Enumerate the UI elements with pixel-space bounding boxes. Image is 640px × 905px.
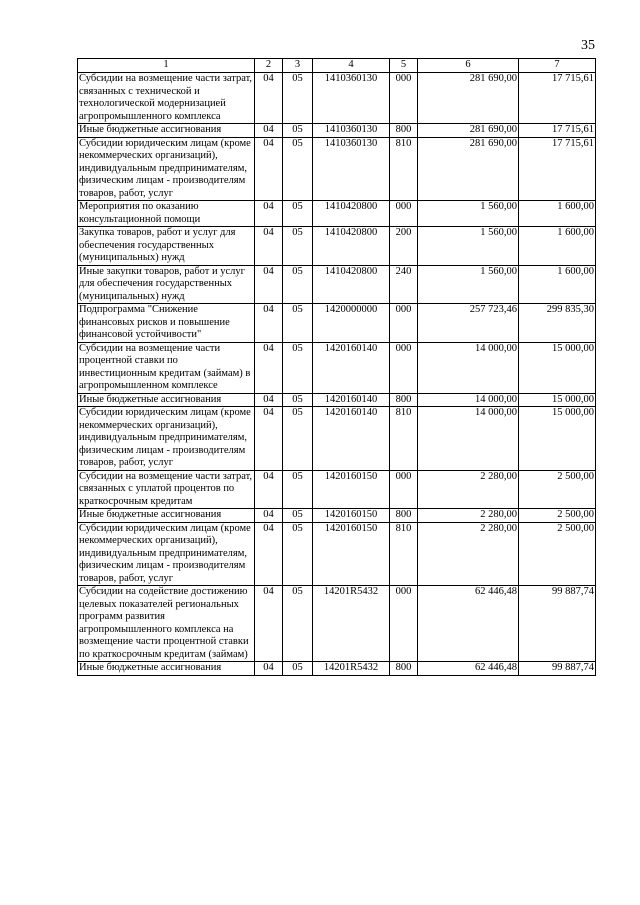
cell-section: 04 — [255, 662, 283, 676]
table-row — [78, 227, 596, 266]
cell-name: Иные бюджетные ассигнования — [78, 124, 255, 138]
cell-amount-6: 2 280,00 — [418, 470, 519, 509]
cell-name: Иные бюджетные ассигнования — [78, 662, 255, 676]
cell-subsection: 05 — [283, 509, 313, 523]
cell-subsection: 05 — [283, 662, 313, 676]
cell-target-article: 1410360130 — [313, 73, 390, 124]
cell-expense-type: 200 — [390, 227, 418, 266]
cell-name: Субсидии на возмещение части затрат, связанных с технической и технологической модернизацией агропромышленного комплекса — [78, 73, 255, 124]
table-row — [78, 509, 596, 523]
cell-subsection: 05 — [283, 227, 313, 266]
cell-expense-type: 800 — [390, 662, 418, 676]
cell-section: 04 — [255, 393, 283, 407]
cell-expense-type: 000 — [390, 470, 418, 509]
cell-target-article: 1420160150 — [313, 470, 390, 509]
cell-target-article: 1410420800 — [313, 265, 390, 304]
cell-expense-type: 810 — [390, 522, 418, 586]
cell-target-article: 1410420800 — [313, 227, 390, 266]
cell-amount-6: 281 690,00 — [418, 73, 519, 124]
cell-name: Иные закупки товаров, работ и услуг для обеспечения государственных (муниципальных) нужд — [78, 265, 255, 304]
cell-expense-type: 000 — [390, 304, 418, 343]
table-row — [78, 304, 596, 343]
cell-subsection: 05 — [283, 124, 313, 138]
cell-subsection: 05 — [283, 73, 313, 124]
cell-amount-6: 14 000,00 — [418, 342, 519, 393]
column-header: 7 — [519, 59, 596, 73]
cell-section: 04 — [255, 227, 283, 266]
cell-section: 04 — [255, 124, 283, 138]
cell-section: 04 — [255, 201, 283, 227]
cell-amount-6: 1 560,00 — [418, 227, 519, 266]
cell-subsection: 05 — [283, 407, 313, 471]
cell-name: Субсидии юридическим лицам (кроме некоммерческих организаций), индивидуальным предпринимателям, физическим лицам - производителям товаров, работ, услуг — [78, 137, 255, 201]
budget-table — [77, 58, 596, 676]
cell-amount-6: 14 000,00 — [418, 407, 519, 471]
table-row — [78, 265, 596, 304]
cell-amount-7: 2 500,00 — [519, 522, 596, 586]
cell-subsection: 05 — [283, 265, 313, 304]
cell-amount-7: 17 715,61 — [519, 137, 596, 201]
cell-amount-7: 15 000,00 — [519, 407, 596, 471]
cell-section: 04 — [255, 470, 283, 509]
cell-amount-6: 62 446,48 — [418, 662, 519, 676]
table-row — [78, 201, 596, 227]
cell-amount-6: 257 723,46 — [418, 304, 519, 343]
cell-subsection: 05 — [283, 393, 313, 407]
cell-amount-7: 2 500,00 — [519, 470, 596, 509]
cell-amount-6: 2 280,00 — [418, 509, 519, 523]
cell-section: 04 — [255, 73, 283, 124]
cell-expense-type: 000 — [390, 201, 418, 227]
cell-expense-type: 240 — [390, 265, 418, 304]
cell-section: 04 — [255, 304, 283, 343]
table-row — [78, 73, 596, 124]
cell-section: 04 — [255, 522, 283, 586]
column-header: 3 — [283, 59, 313, 73]
cell-expense-type: 800 — [390, 124, 418, 138]
cell-subsection: 05 — [283, 470, 313, 509]
table-row — [78, 662, 596, 676]
cell-target-article: 1420000000 — [313, 304, 390, 343]
cell-amount-7: 1 600,00 — [519, 227, 596, 266]
column-header: 2 — [255, 59, 283, 73]
cell-name: Иные бюджетные ассигнования — [78, 509, 255, 523]
cell-name: Субсидии на содействие достижению целевых показателей региональных программ развития агропромышленного комплекса на возмещение части процентной ставки по краткосрочным кредитам (займам) — [78, 586, 255, 662]
cell-name: Субсидии юридическим лицам (кроме некоммерческих организаций), индивидуальным предпринимателям, физическим лицам - производителям товаров, работ, услуг — [78, 407, 255, 471]
cell-section: 04 — [255, 407, 283, 471]
cell-name: Мероприятия по оказанию консультационной помощи — [78, 201, 255, 227]
cell-subsection: 05 — [283, 304, 313, 343]
cell-amount-7: 2 500,00 — [519, 509, 596, 523]
cell-expense-type: 000 — [390, 73, 418, 124]
cell-subsection: 05 — [283, 137, 313, 201]
column-header: 4 — [313, 59, 390, 73]
cell-expense-type: 810 — [390, 407, 418, 471]
cell-amount-7: 299 835,30 — [519, 304, 596, 343]
cell-amount-6: 1 560,00 — [418, 201, 519, 227]
cell-amount-7: 17 715,61 — [519, 73, 596, 124]
cell-amount-6: 1 560,00 — [418, 265, 519, 304]
column-header: 1 — [78, 59, 255, 73]
table-row — [78, 124, 596, 138]
cell-subsection: 05 — [283, 342, 313, 393]
cell-subsection: 05 — [283, 201, 313, 227]
cell-name: Подпрограмма "Снижение финансовых рисков и повышение финансовой устойчивости" — [78, 304, 255, 343]
cell-section: 04 — [255, 137, 283, 201]
cell-target-article: 1410360130 — [313, 137, 390, 201]
table-row — [78, 586, 596, 662]
table-row — [78, 470, 596, 509]
cell-expense-type: 000 — [390, 342, 418, 393]
table-row — [78, 393, 596, 407]
column-header: 6 — [418, 59, 519, 73]
cell-amount-7: 99 887,74 — [519, 662, 596, 676]
cell-target-article: 1420160140 — [313, 342, 390, 393]
cell-section: 04 — [255, 342, 283, 393]
cell-amount-7: 1 600,00 — [519, 201, 596, 227]
cell-section: 04 — [255, 586, 283, 662]
cell-section: 04 — [255, 265, 283, 304]
cell-target-article: 14201R5432 — [313, 662, 390, 676]
cell-section: 04 — [255, 509, 283, 523]
cell-target-article: 1410360130 — [313, 124, 390, 138]
cell-expense-type: 810 — [390, 137, 418, 201]
cell-target-article: 1410420800 — [313, 201, 390, 227]
cell-name: Иные бюджетные ассигнования — [78, 393, 255, 407]
column-header: 5 — [390, 59, 418, 73]
cell-amount-7: 15 000,00 — [519, 342, 596, 393]
cell-amount-6: 62 446,48 — [418, 586, 519, 662]
cell-subsection: 05 — [283, 522, 313, 586]
cell-amount-6: 281 690,00 — [418, 137, 519, 201]
cell-target-article: 1420160140 — [313, 407, 390, 471]
cell-amount-7: 1 600,00 — [519, 265, 596, 304]
cell-amount-6: 2 280,00 — [418, 522, 519, 586]
cell-expense-type: 800 — [390, 509, 418, 523]
table-header-row — [78, 59, 596, 73]
cell-amount-6: 14 000,00 — [418, 393, 519, 407]
cell-expense-type: 000 — [390, 586, 418, 662]
cell-target-article: 1420160150 — [313, 522, 390, 586]
cell-amount-7: 15 000,00 — [519, 393, 596, 407]
cell-amount-7: 17 715,61 — [519, 124, 596, 138]
cell-subsection: 05 — [283, 586, 313, 662]
cell-amount-7: 99 887,74 — [519, 586, 596, 662]
cell-target-article: 1420160150 — [313, 509, 390, 523]
cell-name: Субсидии на возмещение части затрат, связанных с уплатой процентов по краткосрочным кредитам — [78, 470, 255, 509]
cell-expense-type: 800 — [390, 393, 418, 407]
cell-amount-6: 281 690,00 — [418, 124, 519, 138]
table-row — [78, 137, 596, 201]
table-row — [78, 342, 596, 393]
cell-name: Субсидии на возмещение части процентной ставки по инвестиционным кредитам (займам) в агропромышленном комплексе — [78, 342, 255, 393]
table-body — [78, 73, 596, 676]
cell-target-article: 1420160140 — [313, 393, 390, 407]
cell-target-article: 14201R5432 — [313, 586, 390, 662]
table-row — [78, 522, 596, 586]
table-row — [78, 407, 596, 471]
page-number: 35 — [581, 38, 595, 53]
cell-name: Субсидии юридическим лицам (кроме некоммерческих организаций), индивидуальным предпринимателям, физическим лицам - производителям товаров, работ, услуг — [78, 522, 255, 586]
cell-name: Закупка товаров, работ и услуг для обеспечения государственных (муниципальных) нужд — [78, 227, 255, 266]
